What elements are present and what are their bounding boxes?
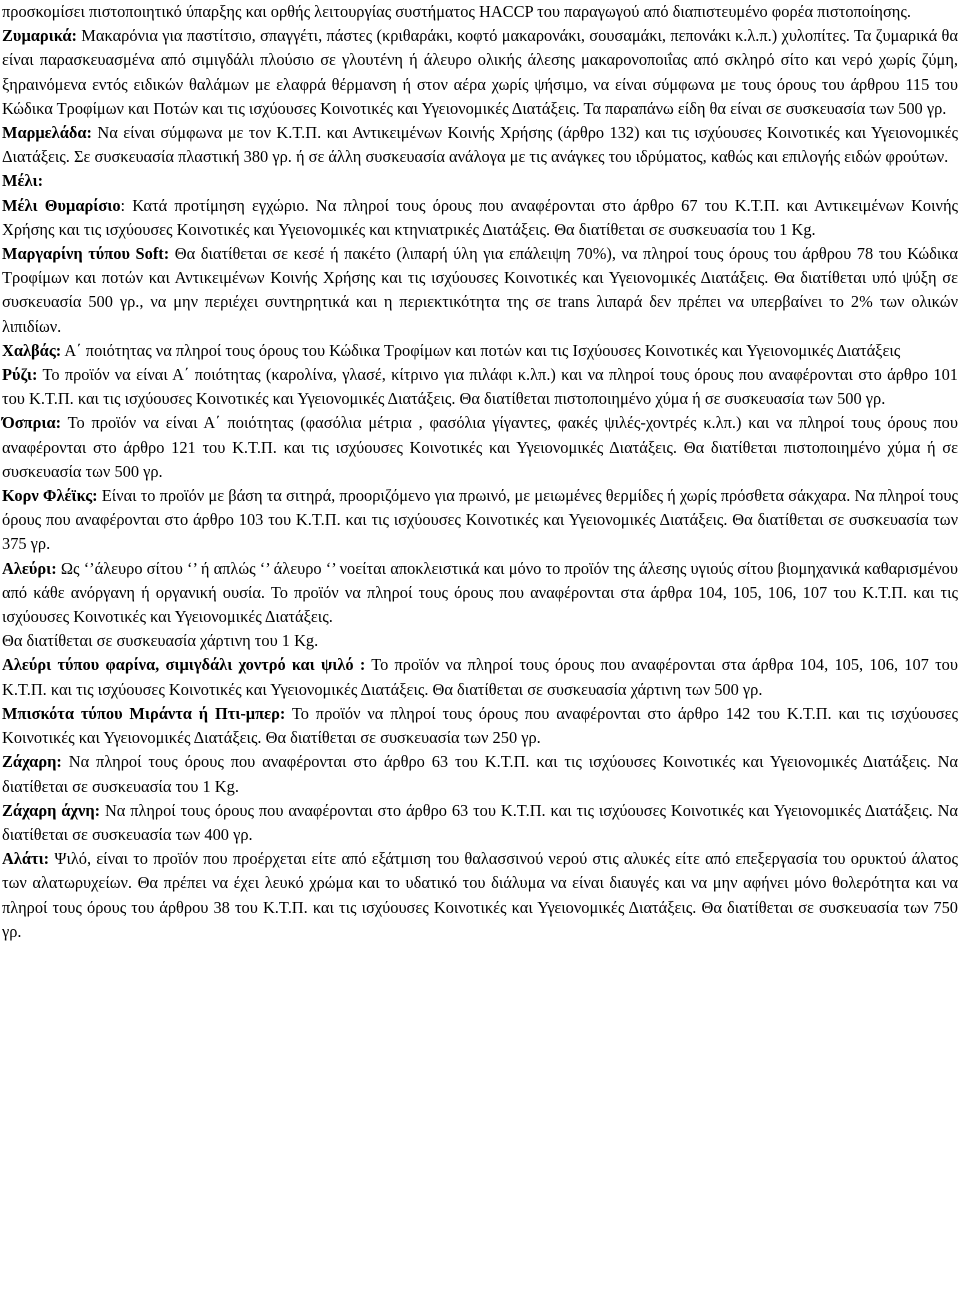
body-text: Να είναι σύμφωνα με τον Κ.Τ.Π. και Αντικειμένων Κοινής Χρήσης (άρθρο 132) και τις ισχύουσες Κοινοτικές και Υγειονομικές Διατάξεις. Σε συσκευασία πλαστική 380 γρ. ή σε άλλη συσκευασία ανάλογα με τις ανάγκες του ιδρύματος, καθώς και επιλογής ειδών φρούτων. [2, 123, 958, 167]
paragraph [2, 194, 958, 242]
paragraph [2, 242, 958, 339]
paragraph [2, 169, 958, 193]
body-text: Να πληροί τους όρους που αναφέρονται στο άρθρο 63 του Κ.Τ.Π. και τις ισχύουσες Κοινοτικές και Υγειονομικές Διατάξεις. Να διατίθεται σε συσκευασία των 400 γρ. [2, 800, 959, 844]
body-text: Το προϊόν να πληροί τους όρους που αναφέρονται στο άρθρο 142 του Κ.Τ.Π. και τις ισχύουσες Κοινοτικές και Υγειονομικές Διατάξεις. Θα διατίθεται σε συσκευασία των 250 γρ. [2, 703, 958, 748]
paragraph [2, 750, 958, 798]
item-heading: Όσπρια: [2, 413, 62, 433]
body-text: Θα διατίθεται σε συσκευασία χάρτινη του 1 Kg. [2, 631, 319, 651]
item-heading: Αλάτι: [2, 849, 50, 869]
item-heading: Ζάχαρη άχνη: [2, 800, 101, 820]
paragraph [2, 653, 958, 701]
paragraph [2, 847, 958, 944]
body-text: Το προϊόν να είναι Α΄ ποιότητας (καρολίνα, γλασέ, κίτρινο για πιλάφι κ.λπ.) και να πληροί τους όρους που αναφέρονται στο άρθρο 101 του Κ.Τ.Π. και τις ισχύουσες Κοινοτικές και Υγειονομικές Διατάξεις. Θα διατίθεται πιστοποιημένο χύμα ή σε συσκευασία των 500 γρ. [2, 365, 958, 409]
body-text: : Κατά προτίμηση εγχώριο. Να πληροί τους όρους που αναφέρονται στο άρθρο 67 του Κ.Τ.Π. και Αντικειμένων Κοινής Χρήσης και τις ισχύουσες Κοινοτικές και Υγειονομικές και κτηνιατρικές Διατάξεις. Θα διατίθεται σε συσκευασία του 1 Kg. [2, 195, 959, 239]
paragraph [2, 0, 958, 24]
body-text: Ως ‘’άλευρο σίτου ‘’ ή απλώς ‘’ άλευρο ‘’ νοείται αποκλειστικά και μόνο το προϊόν της άλεσης υγιούς σίτου βιομηχανικά καθαρισμένου από κάθε ανόργανη ή οργανική ουσία. Το προϊόν να πληροί τους όρους που αναφέρονται στα άρθρα 104, 105, 106, 107 του Κ.Τ.Π. και τις ισχύουσες Κοινοτικές και Υγειονομικές Διατάξεις. [2, 558, 958, 627]
item-heading: Αλεύρι: [2, 558, 57, 578]
body-text: Α΄ ποιότητας να πληροί τους όρους του Κώδικα Τροφίμων και ποτών και τις Ισχύουσες Κοινοτικές και Υγειονομικές Διατάξεις [61, 340, 901, 360]
body-text: Το προϊόν να πληροί τους όρους που αναφέρονται στα άρθρα 104, 105, 106, 107 του Κ.Τ.Π. και τις ισχύουσες Κοινοτικές και Υγειονομικές Διατάξεις. Θα διατίθεται σε συσκευασία χάρτινη των 500 γρ. [2, 655, 958, 699]
body-text: Θα διατίθεται σε κεσέ ή πακέτο (λιπαρή ύλη για επάλειψη 70%), να πληροί τους όρους του άρθρου 78 του Κώδικα Τροφίμων και ποτών και Αντικειμένων Κοινής Χρήσης και τις ισχύουσες Κοινοτικές και Υγειονομικές Διατάξεις. Θα διατίθεται υπό ψύξη σε συσκευασία 500 γρ., να μην περιέχει συντηρητικά και η περιεκτικότητα της σε trans λιπαρά δεν πρέπει να υπερβαίνει το 2% των ολικών λιπιδίων. [2, 244, 958, 336]
paragraph [2, 484, 958, 557]
item-heading: Μπισκότα τύπου Μιράντα ή Πτι-μπερ: [2, 703, 286, 723]
paragraph [2, 339, 958, 363]
paragraph [2, 121, 958, 169]
paragraph [2, 363, 958, 411]
paragraph [2, 799, 958, 847]
item-heading: Μαρμελάδα: [2, 123, 92, 143]
item-heading: Μέλι: [2, 171, 44, 191]
body-text: προσκομίσει πιστοποιητικό ύπαρξης και ορθής λειτουργίας συστήματος HACCP του παραγωγού από διαπιστευμένο φορέα πιστοποίησης. [2, 2, 911, 21]
body-text: Είναι το προϊόν με βάση τα σιτηρά, προοριζόμενο για πρωινό, με μειωμένες θερμίδες ή χωρίς πρόσθετα σάκχαρα. Να πληροί τους όρους που αναφέρονται στο άρθρο 103 του Κ.Τ.Π. και τις ισχύουσες Κοινοτικές και Υγειονομικές Διατάξεις. Θα διατίθεται σε συσκευασία των 375 γρ. [2, 486, 958, 554]
paragraph [2, 557, 958, 630]
item-heading: Χαλβάς: [2, 340, 62, 360]
item-heading: Κορν Φλέϊκς: [2, 486, 98, 506]
paragraph [2, 411, 958, 484]
item-heading: Ρύζι: [2, 365, 38, 385]
body-text: Ψιλό, είναι το προϊόν που προέρχεται είτε από εξάτμιση του θαλασσινού νερού στις αλυκές είτε από επεξεργασία του ορυκτού άλατος των αλατωρυχείων. Θα πρέπει να έχει λευκό χρώμα και το υδατικό του διάλυμα να είναι διαυγές και να μην αφήνει μόνο θολερότητα και να πληροί τους όρους του άρθρου 38 του Κ.Τ.Π. και τις ισχύουσες Κοινοτικές και Υγειονομικές Διατάξεις. Θα διατίθεται σε συσκευασία των 750 γρ. [2, 849, 958, 941]
paragraph [2, 629, 958, 653]
item-heading: Μέλι Θυμαρίσιο [2, 195, 121, 215]
item-heading: Ζυμαρικά: [2, 26, 77, 46]
paragraph [2, 702, 958, 750]
paragraph [2, 24, 958, 121]
body-text: Να πληροί τους όρους που αναφέρονται στο άρθρο 63 του Κ.Τ.Π. και τις ισχύουσες Κοινοτικές και Υγειονομικές Διατάξεις. Να διατίθεται σε συσκευασία του 1 Kg. [2, 752, 958, 796]
body-text: Το προϊόν να είναι Α΄ ποιότητας (φασόλια μέτρια , φασόλια γίγαντες, φακές ψιλές-χοντρές κ.λπ.) και να πληροί τους όρους που αναφέρονται στο άρθρο 121 του Κ.Τ.Π. και τις ισχύουσες Κοινοτικές και Υγειονομικές Διατάξεις. Θα διατίθεται πιστοποιημένο χύμα ή σε συσκευασία των 500 γρ. [2, 413, 958, 481]
item-heading: Μαργαρίνη τύπου Soft: [2, 244, 170, 264]
item-heading: Ζάχαρη: [2, 752, 62, 772]
body-text: Μακαρόνια για παστίτσιο, σπαγγέτι, πάστες (κριθαράκι, κοφτό μακαρονάκι, σουσαμάκι, πεπονάκι κ.λ.π.) χυλοπίτες. Τα ζυμαρικά θα είναι παρασκευασμένα από σιμιγδάλι πλούσιο σε γλουτένη ή άλευρο ολικής άλεσης μακαρονοποιΐας από σκληρό σίτο και νερό χωρίς ζύμη, ξηραινόμενα εντός ειδικών θαλάμων με ελαφρά θέρμανση ή στον αέρα χωρίς ψήσιμο, να είναι σύμφωνα με τους όρους του άρθρου 115 του Κώδικα Τροφίμων και Ποτών και τις ισχύουσες Κοινοτικές και Υγειονομικές Διατάξεις. Τα παραπάνω είδη θα είναι σε συσκευασία των 500 γρ. [2, 26, 958, 118]
item-heading: Αλεύρι τύπου φαρίνα, σιμιγδάλι χοντρό και ψιλό : [2, 655, 366, 675]
